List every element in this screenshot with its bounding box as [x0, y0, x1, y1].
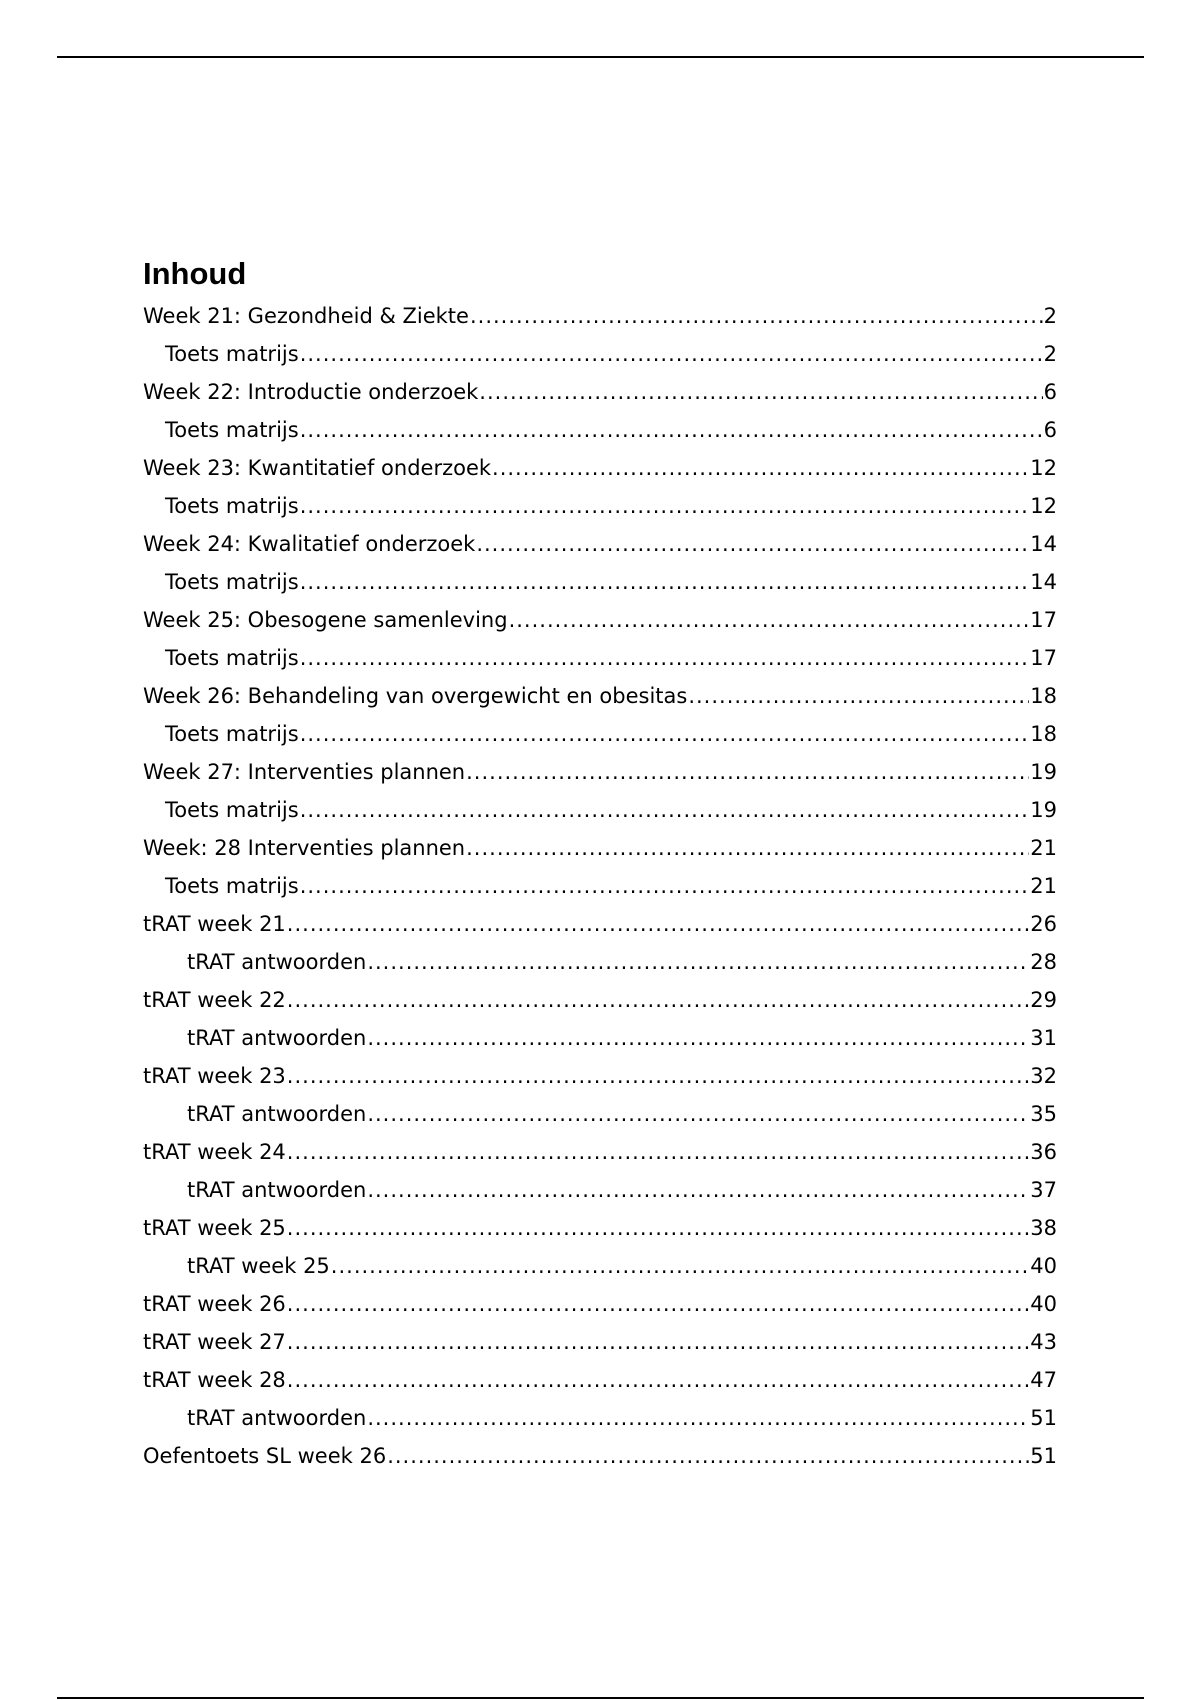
- toc-dot-leader: [367, 943, 1029, 981]
- toc-dot-leader: [300, 639, 1030, 677]
- toc-entry-page-number: 14: [1030, 532, 1057, 556]
- toc-dot-leader: [287, 1057, 1029, 1095]
- toc-dot-leader: [300, 715, 1030, 753]
- toc-entry-page-number: 29: [1030, 988, 1057, 1012]
- toc-entry[interactable]: [143, 753, 1057, 791]
- toc-title: Inhoud: [143, 256, 247, 291]
- toc-entry[interactable]: [143, 449, 1057, 487]
- toc-dot-leader: [300, 563, 1030, 601]
- toc-entry-page-number: 43: [1030, 1330, 1057, 1354]
- toc-dot-leader: [688, 677, 1029, 715]
- toc-entry-label: Week 22: Introductie onderzoek: [143, 380, 479, 404]
- toc-entry-label: Week 25: Obesogene samenleving: [143, 608, 508, 632]
- toc-dot-leader: [300, 867, 1030, 905]
- toc-dot-leader: [300, 487, 1030, 525]
- toc-entry-page-number: 37: [1030, 1178, 1057, 1202]
- toc-entry-label: Week 24: Kwalitatief onderzoek: [143, 532, 476, 556]
- toc-entry-label: tRAT antwoorden: [187, 1026, 367, 1050]
- toc-entry-page-number: 47: [1030, 1368, 1057, 1392]
- toc-entry-label: Week 27: Interventies plannen: [143, 760, 466, 784]
- toc-dot-leader: [367, 1095, 1029, 1133]
- toc-entry-label: tRAT week 28: [143, 1368, 286, 1392]
- toc-dot-leader: [287, 981, 1029, 1019]
- toc-dot-leader: [300, 791, 1030, 829]
- toc-entry[interactable]: [143, 1247, 1057, 1285]
- toc-entry-page-number: 6: [1043, 418, 1057, 442]
- toc-dot-leader: [492, 449, 1029, 487]
- toc-entry-page-number: 31: [1030, 1026, 1057, 1050]
- toc-entry[interactable]: [143, 297, 1057, 335]
- toc-entry-label: tRAT week 25: [187, 1254, 330, 1278]
- toc-entry-label: Toets matrijs: [165, 722, 299, 746]
- toc-entry[interactable]: [143, 1057, 1057, 1095]
- toc-entry-page-number: 14: [1030, 570, 1057, 594]
- toc-entry-label: tRAT antwoorden: [187, 1178, 367, 1202]
- toc-entry[interactable]: [143, 373, 1057, 411]
- toc-dot-leader: [367, 1171, 1029, 1209]
- toc-dot-leader: [476, 525, 1029, 563]
- toc-entry-page-number: 36: [1030, 1140, 1057, 1164]
- toc-entry-page-number: 17: [1030, 608, 1057, 632]
- toc-entry-page-number: 12: [1030, 456, 1057, 480]
- toc-dot-leader: [287, 1133, 1029, 1171]
- toc-dot-leader: [466, 829, 1029, 867]
- toc-entry-label: Toets matrijs: [165, 342, 299, 366]
- footer-rule: [57, 1697, 1144, 1699]
- toc-entry-page-number: 21: [1030, 874, 1057, 898]
- toc-entry[interactable]: [143, 1399, 1057, 1437]
- toc-entry-page-number: 38: [1030, 1216, 1057, 1240]
- toc-dot-leader: [287, 1323, 1029, 1361]
- toc-entry-label: tRAT antwoorden: [187, 1102, 367, 1126]
- toc-entry[interactable]: [143, 867, 1057, 905]
- toc-entry-label: Toets matrijs: [165, 874, 299, 898]
- toc-entry[interactable]: [143, 411, 1057, 449]
- toc-entry[interactable]: [143, 1095, 1057, 1133]
- toc-dot-leader: [287, 905, 1029, 943]
- toc-entry-label: Week 21: Gezondheid & Ziekte: [143, 304, 469, 328]
- toc-dot-leader: [470, 297, 1043, 335]
- toc-entry-page-number: 26: [1030, 912, 1057, 936]
- toc-list: [143, 297, 1057, 1475]
- toc-entry-label: Week: 28 Interventies plannen: [143, 836, 466, 860]
- toc-entry-label: Toets matrijs: [165, 570, 299, 594]
- toc-entry[interactable]: [143, 1171, 1057, 1209]
- toc-entry-label: tRAT week 22: [143, 988, 286, 1012]
- toc-entry[interactable]: [143, 1361, 1057, 1399]
- toc-dot-leader: [287, 1285, 1029, 1323]
- toc-entry-page-number: 18: [1030, 684, 1057, 708]
- toc-entry-page-number: 2: [1043, 304, 1057, 328]
- toc-dot-leader: [509, 601, 1030, 639]
- toc-entry[interactable]: [143, 601, 1057, 639]
- toc-entry-page-number: 40: [1030, 1292, 1057, 1316]
- toc-entry-page-number: 12: [1030, 494, 1057, 518]
- toc-entry-label: Week 26: Behandeling van overgewicht en obesitas: [143, 684, 688, 708]
- toc-entry-page-number: 51: [1030, 1444, 1057, 1468]
- toc-entry-page-number: 32: [1030, 1064, 1057, 1088]
- toc-entry-label: Toets matrijs: [165, 646, 299, 670]
- toc-entry-label: tRAT week 25: [143, 1216, 286, 1240]
- toc-dot-leader: [367, 1019, 1029, 1057]
- toc-entry-label: tRAT week 27: [143, 1330, 286, 1354]
- toc-entry-label: tRAT week 26: [143, 1292, 286, 1316]
- toc-entry[interactable]: [143, 943, 1057, 981]
- toc-entry[interactable]: [143, 563, 1057, 601]
- toc-entry-label: tRAT week 21: [143, 912, 286, 936]
- toc-entry-page-number: 6: [1043, 380, 1057, 404]
- toc-dot-leader: [479, 373, 1042, 411]
- toc-entry[interactable]: [143, 639, 1057, 677]
- toc-entry[interactable]: [143, 1209, 1057, 1247]
- toc-entry-page-number: 18: [1030, 722, 1057, 746]
- toc-dot-leader: [287, 1209, 1029, 1247]
- toc-entry-page-number: 19: [1030, 798, 1057, 822]
- toc-entry[interactable]: [143, 677, 1057, 715]
- toc-entry-label: Toets matrijs: [165, 798, 299, 822]
- toc-dot-leader: [466, 753, 1029, 791]
- toc-entry-label: Oefentoets SL week 26: [143, 1444, 387, 1468]
- toc-entry-page-number: 21: [1030, 836, 1057, 860]
- toc-dot-leader: [300, 335, 1043, 373]
- toc-entry[interactable]: [143, 1285, 1057, 1323]
- header-rule: [57, 56, 1144, 58]
- toc-entry-page-number: 28: [1030, 950, 1057, 974]
- toc-entry-page-number: 2: [1043, 342, 1057, 366]
- toc-entry[interactable]: [143, 715, 1057, 753]
- toc-entry[interactable]: [143, 1133, 1057, 1171]
- toc-entry[interactable]: [143, 525, 1057, 563]
- toc-entry[interactable]: [143, 829, 1057, 867]
- toc-dot-leader: [367, 1399, 1029, 1437]
- toc-entry-label: Toets matrijs: [165, 418, 299, 442]
- toc-entry-label: tRAT antwoorden: [187, 950, 367, 974]
- toc-entry-page-number: 19: [1030, 760, 1057, 784]
- toc-entry[interactable]: [143, 905, 1057, 943]
- toc-entry-page-number: 17: [1030, 646, 1057, 670]
- toc-entry-page-number: 40: [1030, 1254, 1057, 1278]
- toc-entry[interactable]: [143, 487, 1057, 525]
- toc-entry-label: Toets matrijs: [165, 494, 299, 518]
- toc-entry[interactable]: [143, 335, 1057, 373]
- toc-dot-leader: [331, 1247, 1029, 1285]
- toc-dot-leader: [300, 411, 1043, 449]
- toc-entry-label: tRAT week 23: [143, 1064, 286, 1088]
- toc-dot-leader: [387, 1437, 1029, 1475]
- toc-entry[interactable]: [143, 1019, 1057, 1057]
- toc-entry[interactable]: [143, 981, 1057, 1019]
- toc-entry-label: tRAT antwoorden: [187, 1406, 367, 1430]
- toc-entry-label: Week 23: Kwantitatief onderzoek: [143, 456, 492, 480]
- toc-dot-leader: [287, 1361, 1029, 1399]
- toc-entry[interactable]: [143, 1323, 1057, 1361]
- toc-entry-page-number: 51: [1030, 1406, 1057, 1430]
- toc-entry-page-number: 35: [1030, 1102, 1057, 1126]
- toc-entry[interactable]: [143, 1437, 1057, 1475]
- toc-entry-label: tRAT week 24: [143, 1140, 286, 1164]
- toc-entry[interactable]: [143, 791, 1057, 829]
- table-of-contents: [143, 252, 1057, 1475]
